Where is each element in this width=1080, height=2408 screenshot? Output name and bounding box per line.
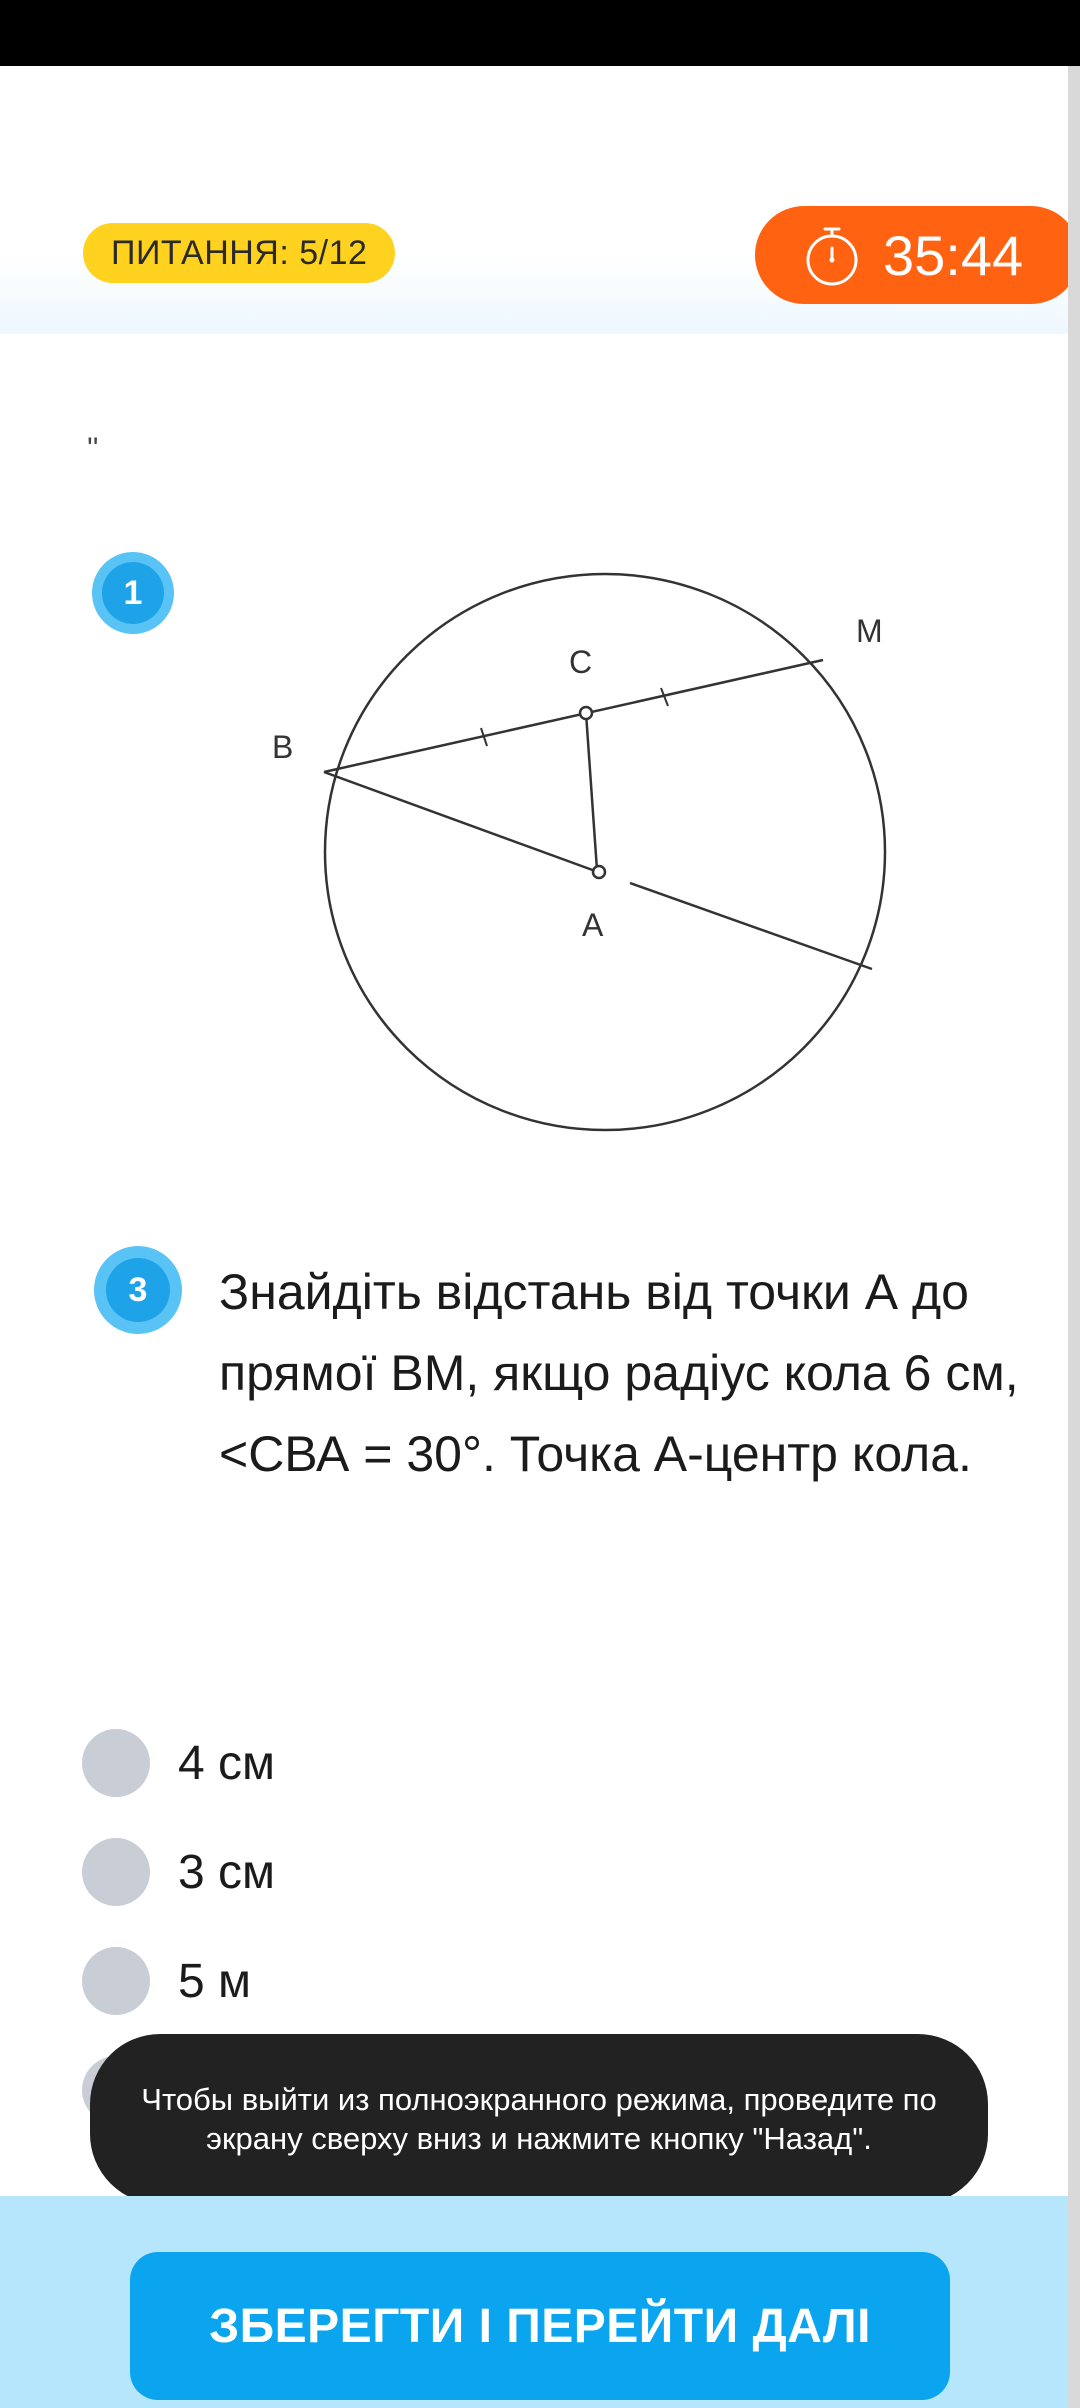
- label-b: B: [272, 729, 294, 765]
- question-text: Знайдіть відстань від точки А до прямої ВМ, якщо радіус кола 6 см, <СВА = 30°. Точка А-центр кола.: [219, 1264, 1019, 1482]
- answer-option[interactable]: [82, 1728, 275, 1798]
- question-counter-text: ПИТАННЯ: 5/12: [111, 233, 368, 272]
- label-c: C: [569, 644, 593, 680]
- image-number-badge: [92, 552, 174, 634]
- save-and-next-button[interactable]: [130, 2252, 950, 2400]
- stopwatch-icon: [801, 224, 863, 288]
- line-a-extension: [630, 883, 872, 969]
- point-a: [593, 866, 605, 878]
- radio-button[interactable]: [82, 1729, 150, 1797]
- label-a: A: [582, 907, 604, 943]
- radio-button[interactable]: [82, 1838, 150, 1906]
- answer-option-label: 4 см: [178, 1736, 276, 1790]
- question-counter-badge: [83, 223, 395, 283]
- radio-button[interactable]: [82, 1947, 150, 2015]
- scrollbar[interactable]: [1068, 66, 1080, 2408]
- timer-pill: [755, 206, 1080, 304]
- segment-ca: [586, 713, 597, 870]
- point-c: [580, 707, 592, 719]
- save-and-next-label: ЗБЕРЕГТИ І ПЕРЕЙТИ ДАЛІ: [209, 2299, 871, 2353]
- answer-option-label: 3 см: [178, 1845, 276, 1899]
- answer-option[interactable]: [82, 1946, 251, 2016]
- circle: [325, 574, 885, 1130]
- toast-message: Чтобы выйти из полноэкранного режима, проведите по экрану сверху вниз и нажмите кнопку "Назад".: [141, 2082, 937, 2156]
- stray-quote-mark: '': [87, 432, 99, 465]
- question-number-badge: [94, 1246, 182, 1334]
- line-ba: [324, 772, 598, 872]
- answer-option-label: 5 м: [178, 1954, 252, 2008]
- geometry-diagram: [250, 560, 930, 1140]
- label-m: M: [856, 613, 883, 649]
- timer-text: 35:44: [883, 224, 1024, 287]
- fullscreen-exit-toast: [90, 2034, 988, 2204]
- image-number-text: 1: [102, 562, 164, 624]
- answer-option[interactable]: [82, 1837, 275, 1907]
- status-bar: [0, 0, 1080, 66]
- question-number-text: 3: [106, 1258, 170, 1322]
